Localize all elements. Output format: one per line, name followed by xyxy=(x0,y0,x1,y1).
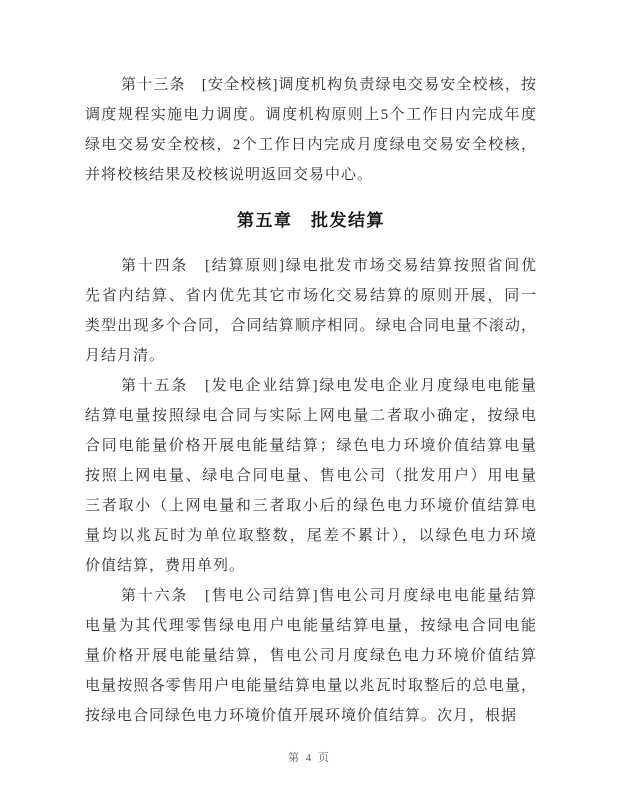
article-13-paragraph xyxy=(85,70,537,190)
text-line: 电量按照各零售用户电能量结算电量以兆瓦时取整后的总电量， xyxy=(85,678,537,694)
text-line: 结算电量按照绿电合同与实际上网电量二者取小确定，按绿电 xyxy=(85,408,537,424)
chapter-5-heading: 第五章 批发结算 xyxy=(237,211,385,230)
text-line: 合同电能量价格开展电能量结算；绿色电力环境价值结算电量 xyxy=(85,438,537,454)
text-line: 电量为其代理零售绿电用户电能量结算电量，按绿电合同电能 xyxy=(85,618,537,634)
text-line: 调度规程实施电力调度。调度机构原则上5个工作日内完成年度 xyxy=(85,107,537,123)
article-15-paragraph xyxy=(85,371,537,581)
text-line: 第十五条 [发电企业结算]绿电发电企业月度绿电电能量 xyxy=(121,378,537,394)
text-line: 月结月清。 xyxy=(85,348,166,364)
text-line: 先省内结算、省内优先其它市场化交易结算的原则开展，同一 xyxy=(85,288,537,304)
text-line: 价值结算，费用单列。 xyxy=(85,558,246,574)
text-line: 绿电交易安全校核，2个工作日内完成月度绿电交易安全校核， xyxy=(85,137,537,153)
text-line: 第十三条 [安全校核]调度机构负责绿电交易安全校核，按 xyxy=(121,77,537,93)
text-line: 按照上网电量、绿电合同电量、售电公司（批发用户）用电量 xyxy=(85,468,537,484)
article-16-paragraph xyxy=(85,581,537,731)
text-line: 类型出现多个合同，合同结算顺序相同。绿电合同电量不滚动， xyxy=(85,318,537,334)
article-14-paragraph xyxy=(85,251,537,371)
text-line: 量价格开展电能量结算，售电公司月度绿色电力环境价值结算 xyxy=(85,648,537,664)
text-line: 并将校核结果及校核说明返回交易中心。 xyxy=(85,167,374,183)
text-line: 按绿电合同绿色电力环境价值开展环境价值结算。次月，根据 xyxy=(85,708,518,724)
text-line: 量均以兆瓦时为单位取整数，尾差不累计），以绿色电力环境 xyxy=(85,528,537,544)
text-line: 第十六条 [售电公司结算]售电公司月度绿电电能量结算 xyxy=(121,588,537,604)
page-number: 第 4 页 xyxy=(288,752,331,764)
page-footer xyxy=(0,748,619,766)
text-line: 三者取小（上网电量和三者取小后的绿色电力环境价值结算电 xyxy=(85,498,537,514)
document-body xyxy=(85,70,537,731)
text-line: 第十四条 [结算原则]绿电批发市场交易结算按照省间优 xyxy=(121,258,537,274)
